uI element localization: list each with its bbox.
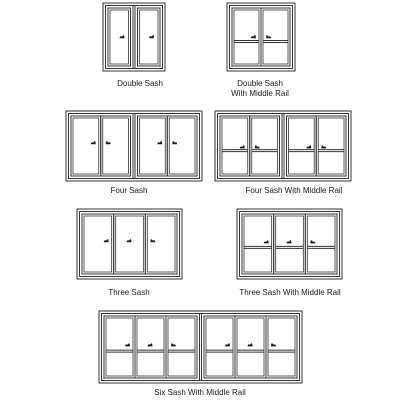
sash-glass [268,318,295,376]
sash [167,116,197,176]
sash-handle-icon [91,141,96,144]
sash [274,214,306,274]
sash-handle-icon [171,343,176,346]
outer-frame [77,209,182,279]
sash-glass [103,118,129,174]
inner-frame [80,212,180,277]
window-double-sash-with-middle-rail [227,3,295,71]
outer-frame [103,3,165,71]
sash-glass [110,10,129,64]
sash-glass [73,118,99,174]
sash-handle-icon [321,145,326,148]
caption-double-sash-with-middle-rail: Double Sash With Middle Rail [231,79,289,98]
sash [305,214,337,274]
caption-three-sash-with-middle-rail: Three Sash With Middle Rail [239,288,341,297]
window-four-sash-with-middle-rail [215,111,351,181]
outer-frame [66,111,202,181]
sash-glass [147,216,175,272]
sash-glass [307,216,335,272]
sash [82,214,114,274]
sash-glass [244,216,272,272]
sash-handle-icon [149,35,154,38]
sash [232,8,261,66]
window-three-sash-with-middle-rail [237,209,342,279]
sash [250,116,280,176]
sash [104,316,135,378]
sash [138,8,161,66]
sash [220,116,250,176]
window-six-sash-with-middle-rail [99,311,302,383]
sash [266,316,297,378]
sash-handle-icon [251,35,256,38]
sash [261,8,290,66]
outer-frame [215,111,351,181]
sash-handle-icon [248,343,253,346]
sash-handle-icon [225,343,230,346]
sash-handle-icon [287,240,292,243]
sash-handle-icon [125,343,130,346]
sash [71,116,101,176]
sash-glass [169,118,195,174]
sash-handle-icon [157,141,162,144]
frame-unit [102,314,200,381]
sash-glass [168,318,195,376]
sash-handle-icon [172,141,177,144]
window-double-sash [103,3,165,71]
sash-handle-icon [106,141,111,144]
sash [316,116,346,176]
frame-unit [202,314,300,381]
sash-handle-icon [271,343,276,346]
sash-handle-icon [104,239,109,242]
sash-glass [276,216,304,272]
sash-handle-icon [120,35,125,38]
outer-frame [99,311,302,383]
sash [101,116,131,176]
window-three-sash [77,209,182,279]
inner-frame [240,212,340,277]
sash-glass [140,118,166,174]
caption-double-sash: Double Sash [117,79,163,88]
sash-handle-icon [264,240,269,243]
caption-three-sash: Three Sash [108,288,150,297]
sash-glass [206,318,233,376]
sash-glass [137,318,164,376]
sash-glass [116,216,144,272]
sash [145,214,177,274]
sash [114,214,146,274]
sash [166,316,197,378]
inner-frame [106,6,163,69]
window-four-sash [66,111,202,181]
sash-glass [106,318,133,376]
inner-frame [102,314,300,381]
caption-four-sash: Four Sash [110,186,148,195]
sash [108,8,131,66]
caption-four-sash-with-middle-rail: Four Sash With Middle Rail [245,186,343,195]
sash-handle-icon [240,145,245,148]
sash [235,316,266,378]
outer-frame [237,209,342,279]
inner-frame [218,114,349,179]
sash [135,316,166,378]
inner-frame [69,114,200,179]
sash-handle-icon [150,239,155,242]
caption-six-sash-with-middle-rail: Six Sash With Middle Rail [154,388,246,397]
sash [242,214,274,274]
sash-handle-icon [266,35,271,38]
sash [287,116,317,176]
sash-handle-icon [310,240,315,243]
sash-handle-icon [127,239,132,242]
sash [138,116,168,176]
sash-glass [84,216,112,272]
sash-glass [140,10,159,64]
sash-handle-icon [148,343,153,346]
sash-glass [237,318,264,376]
sash-handle-icon [306,145,311,148]
sash [204,316,235,378]
sash-handle-icon [255,145,260,148]
